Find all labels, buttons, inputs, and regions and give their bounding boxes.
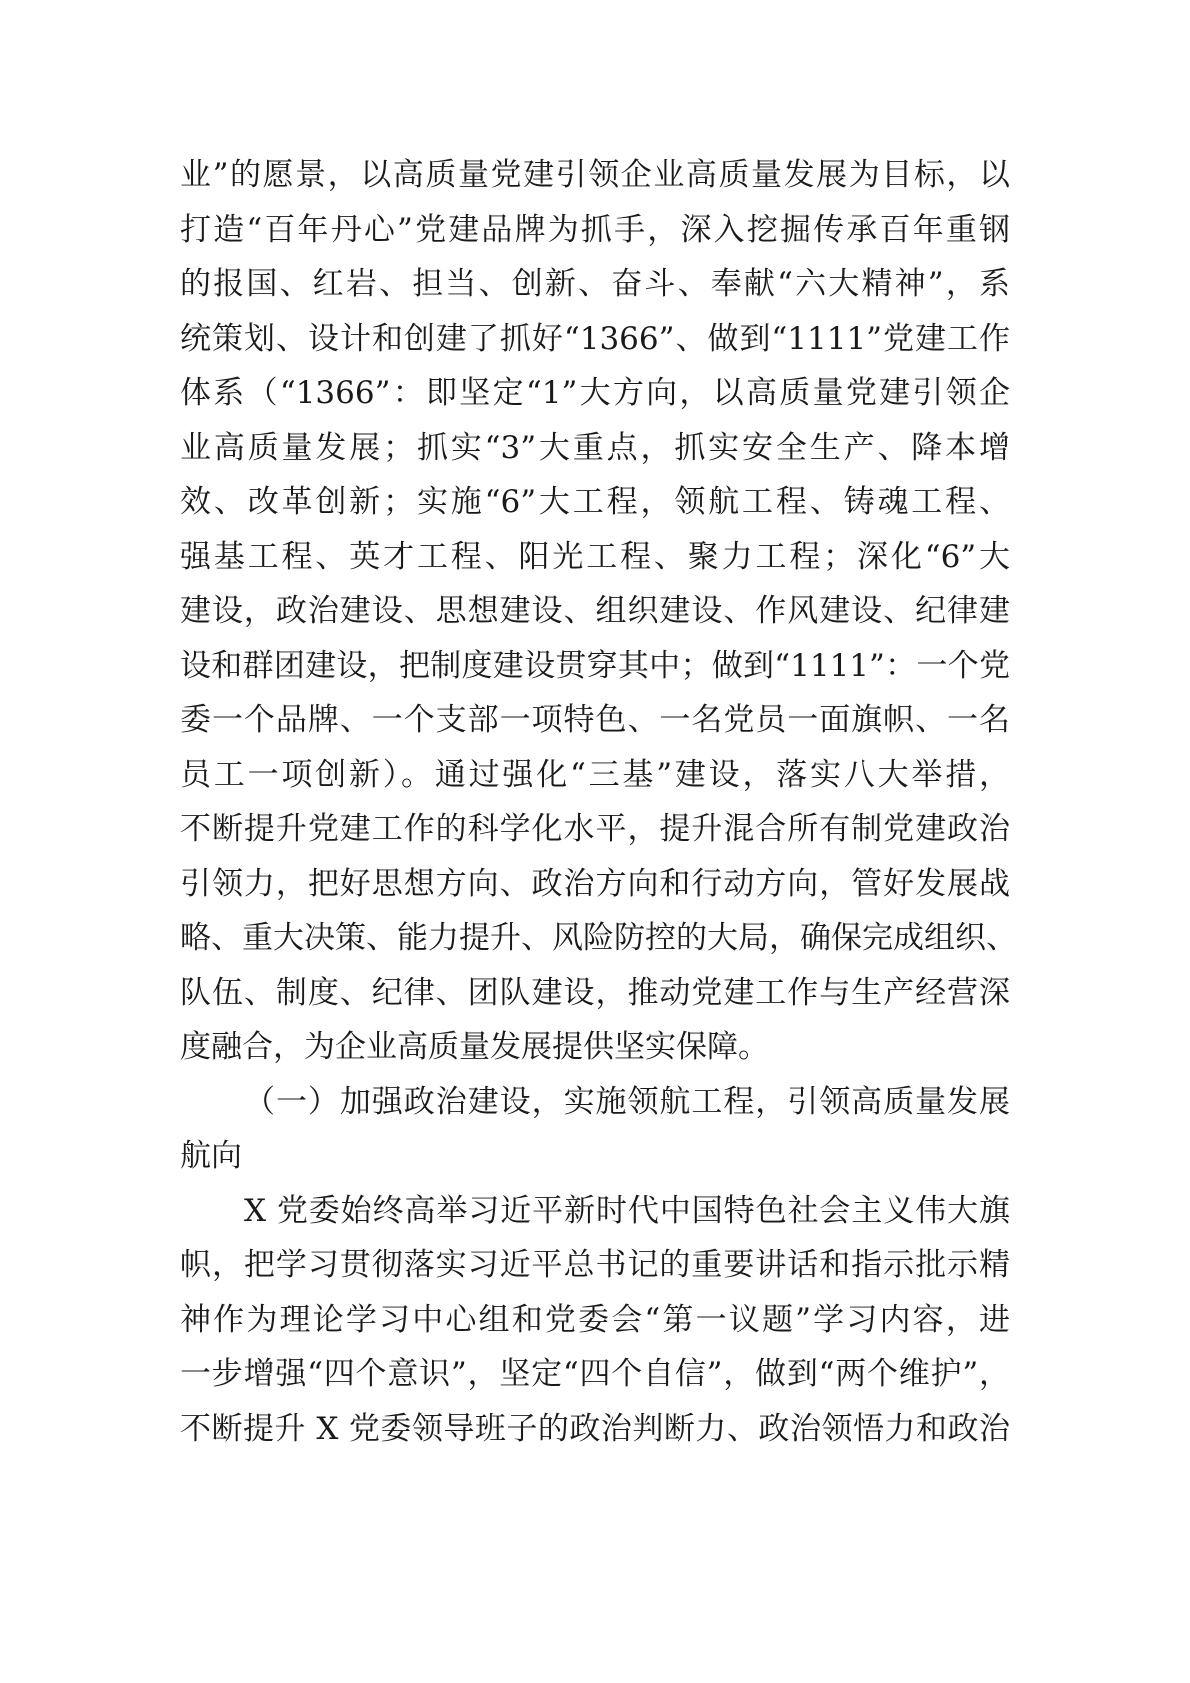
text-line: 效、改革创新；实施“6”大工程，领航工程、铸魂工程、	[180, 484, 1010, 520]
text-line: 神作为理论学习中心组和党委会“第一议题”学习内容，进	[180, 1301, 1010, 1338]
text-line: 引领力，把好思想方向、政治方向和行动方向，管好发展战	[180, 865, 1010, 902]
text-line: 统策划、设计和创建了抓好“1366”、做到“1111”党建工作	[180, 320, 1010, 357]
text-line: 的报国、红岩、担当、创新、奋斗、奉献“六大精神”，系	[180, 266, 1010, 302]
text-line: 员工一项创新）。通过强化“三基”建设，落实八大举措，	[180, 756, 1010, 793]
text-line: 强基工程、英才工程、阳光工程、聚力工程；深化“6”大	[180, 538, 1010, 575]
text-line: 不断提升 X 党委领导班子的政治判断力、政治领悟力和政治	[180, 1410, 1010, 1447]
text-line: 建设，政治建设、思想建设、组织建设、作风建设、纪律建	[180, 593, 1010, 629]
heading-line: 航向	[180, 1138, 242, 1174]
heading-line: （一）加强政治建设，实施领航工程，引领高质量发展	[244, 1083, 1010, 1120]
body-paragraph	[180, 1184, 1010, 1457]
text-line: 业”的愿景，以高质量党建引领企业高质量发展为目标，以	[180, 157, 1010, 193]
text-line: 略、重大决策、能力提升、风险防控的大局，确保完成组织、	[180, 920, 1017, 956]
text-line: 度融合，为企业高质量发展提供坚实保障。	[180, 1029, 769, 1065]
text-line: 帜，把学习贯彻落实习近平总书记的重要讲话和指示批示精	[180, 1247, 1010, 1283]
text-line: 体系（“1366”：即坚定“1”大方向，以高质量党建引领企	[180, 375, 1010, 411]
text-line: 一步增强“四个意识”，坚定“四个自信”，做到“两个维护”，	[180, 1356, 1010, 1392]
text-line: 设和群团建设，把制度建设贯穿其中；做到“1111”：一个党	[180, 647, 1010, 684]
text-line: 不断提升党建工作的科学化水平，提升混合所有制党建政治	[180, 811, 1010, 847]
text-line: 队伍、制度、纪律、团队建设，推动党建工作与生产经营深	[180, 974, 1010, 1011]
intro-paragraph	[180, 148, 1017, 1075]
text-line: X 党委始终高举习近平新时代中国特色社会主义伟大旗	[244, 1192, 1010, 1229]
text-line: 打造“百年丹心”党建品牌为抓手，深入挖掘传承百年重钢	[180, 211, 1010, 248]
text-line: 业高质量发展；抓实“3”大重点，抓实安全生产、降本增	[180, 429, 1010, 466]
section-heading	[180, 1075, 1010, 1184]
text-line: 委一个品牌、一个支部一项特色、一名党员一面旗帜、一名	[180, 702, 1010, 738]
document-body	[180, 148, 1017, 1456]
